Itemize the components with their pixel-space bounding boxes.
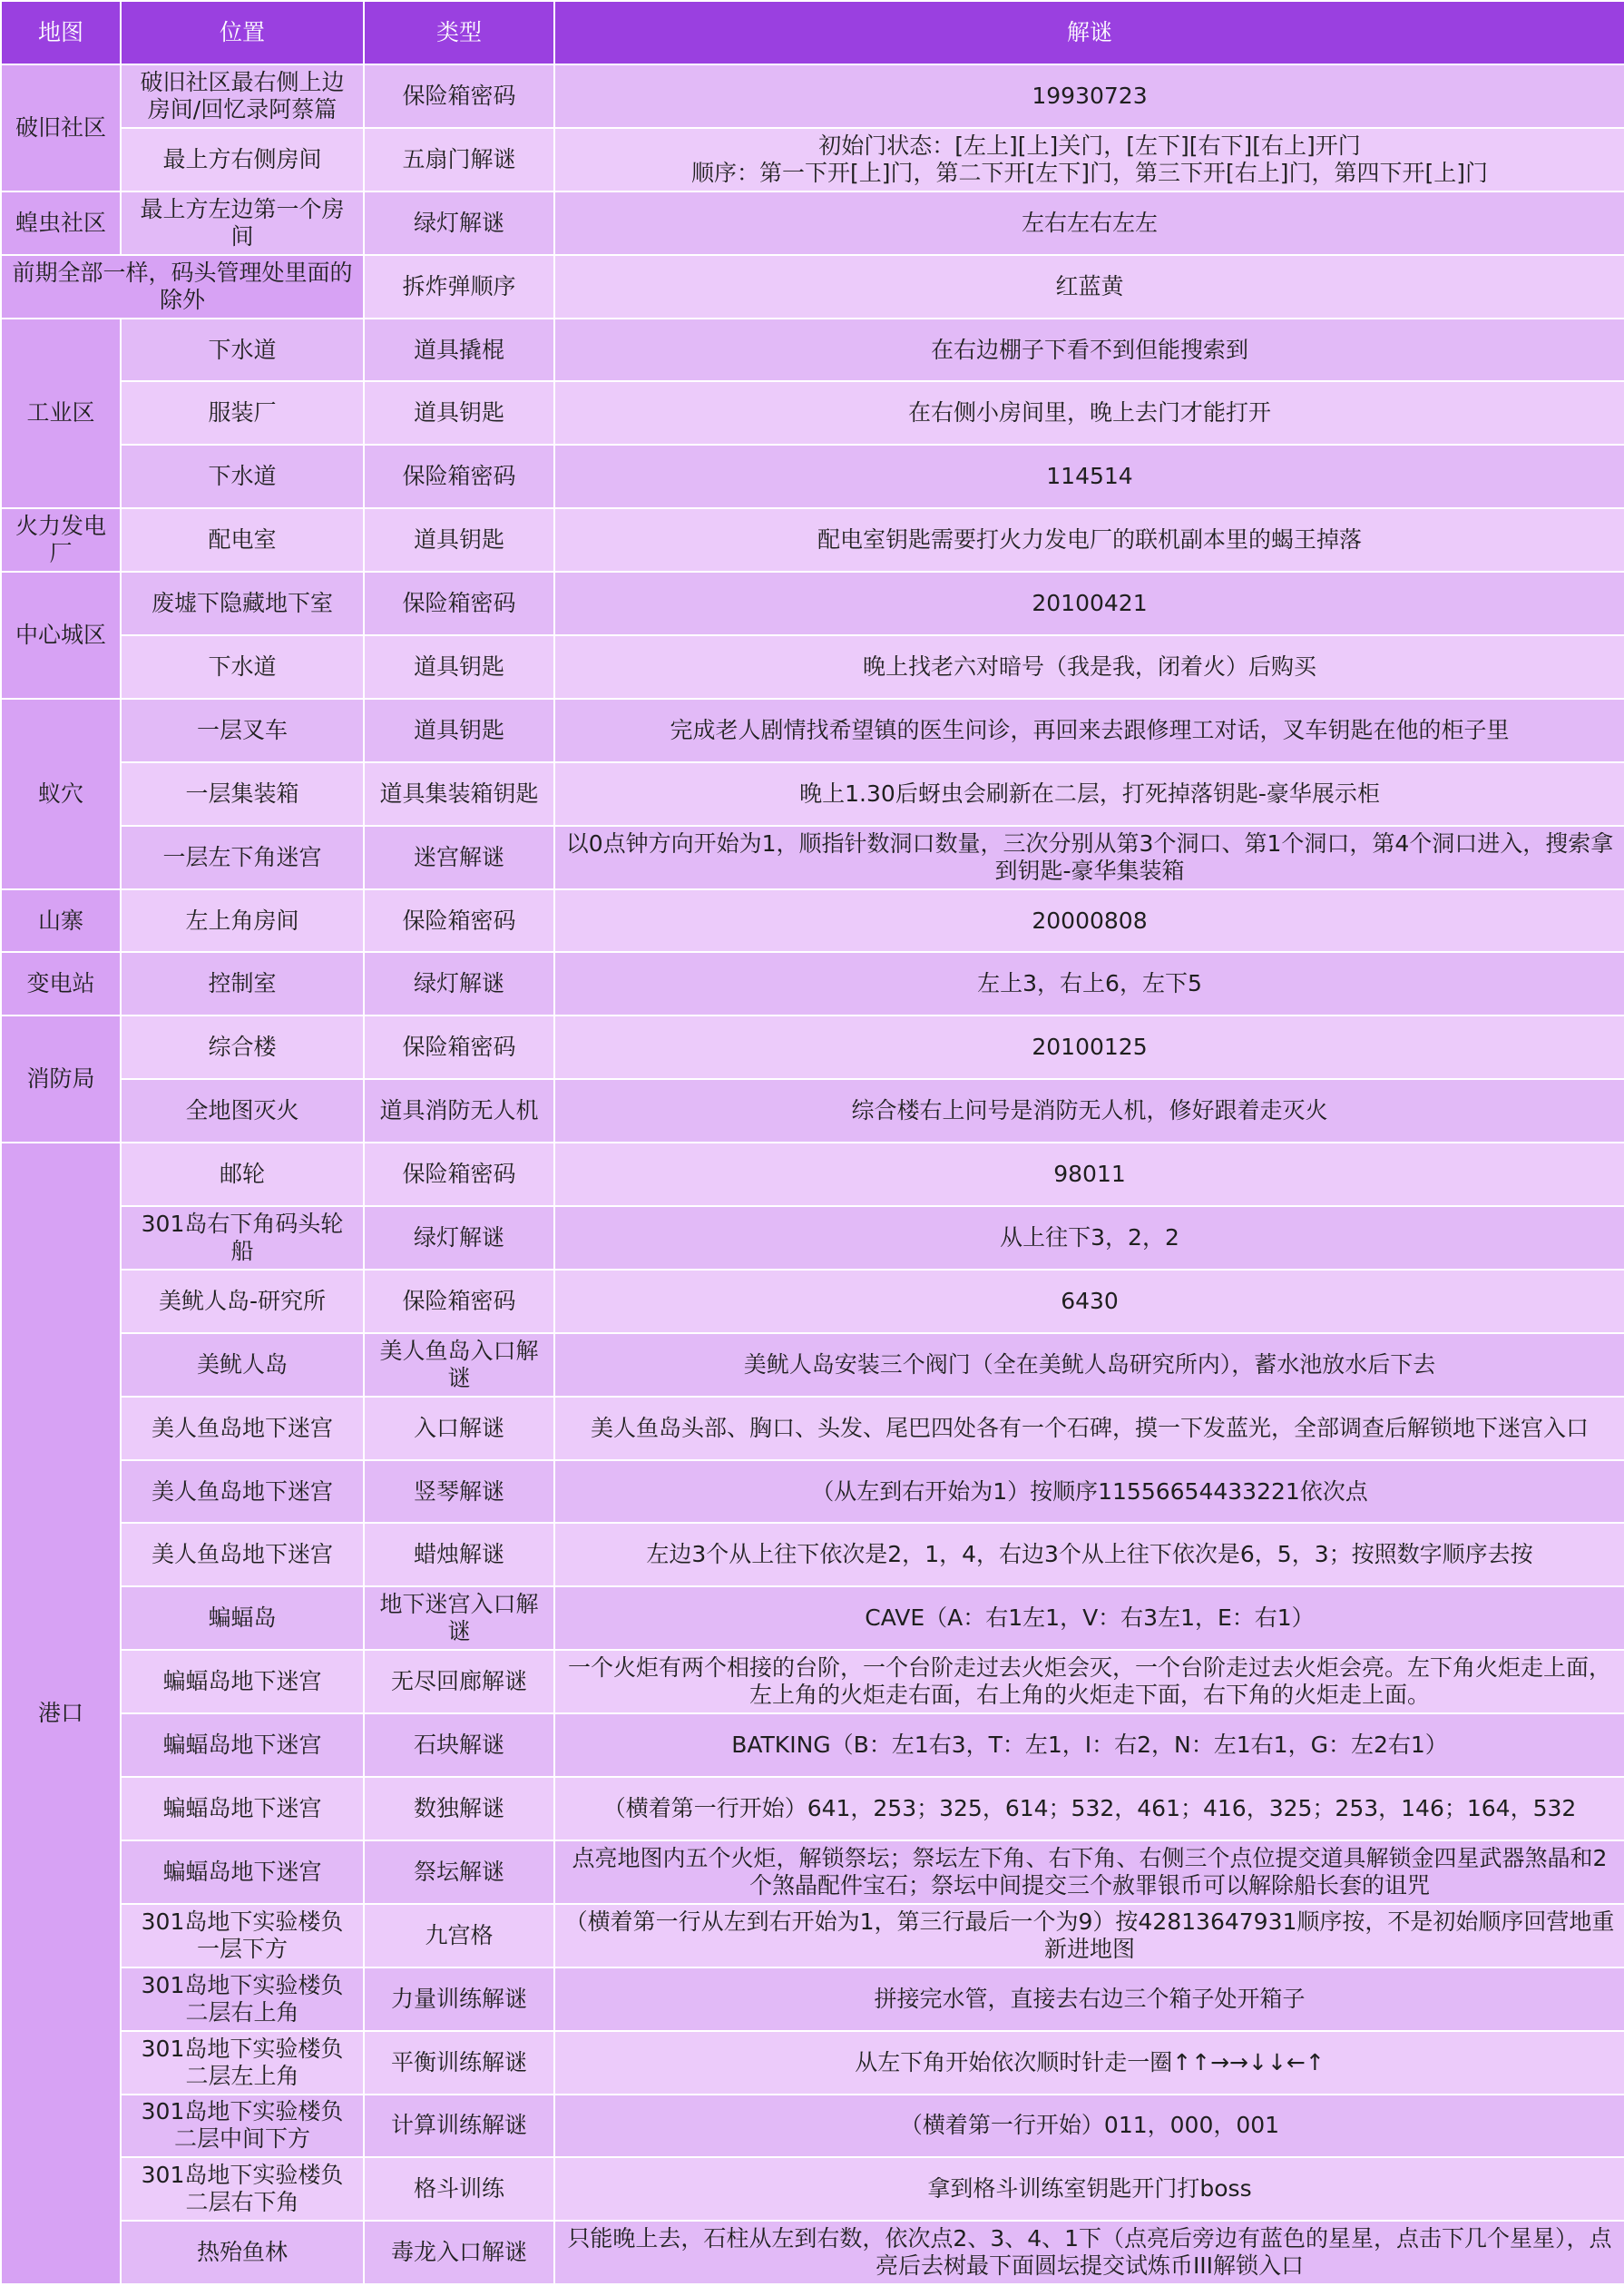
location-cell: 一层叉车 [121,699,364,762]
map-cell: 港口 [1,1143,121,2284]
type-cell: 道具消防无人机 [364,1079,554,1143]
type-cell: 美人鱼岛入口解谜 [364,1333,554,1397]
type-cell: 绿灯解谜 [364,1206,554,1270]
location-cell: 蝙蝠岛地下迷宫 [121,1713,364,1777]
map-cell: 变电站 [1,952,121,1016]
type-cell: 五扇门解谜 [364,128,554,191]
type-cell: 力量训练解谜 [364,1967,554,2031]
location-cell: 热殆鱼林 [121,2221,364,2284]
type-cell: 祭坛解谜 [364,1840,554,1904]
location-cell: 服装厂 [121,381,364,445]
solution-cell: 20100125 [554,1016,1624,1079]
map-cell: 火力发电厂 [1,508,121,572]
location-cell: 一层左下角迷宫 [121,826,364,889]
solution-cell: （横着第一行开始）011，000，001 [554,2095,1624,2158]
type-cell: 保险箱密码 [364,572,554,635]
type-cell: 计算训练解谜 [364,2095,554,2158]
table-row [1,1713,1624,1777]
location-cell: 控制室 [121,952,364,1016]
header-location: 位置 [121,1,364,64]
table-row [1,826,1624,889]
location-cell: 301岛地下实验楼负一层下方 [121,1904,364,1967]
table-row [1,128,1624,191]
solution-cell: 左边3个从上往下依次是2，1，4，右边3个从上往下依次是6，5，3；按照数字顺序去按 [554,1523,1624,1586]
table-row [1,1650,1624,1713]
type-cell: 迷宫解谜 [364,826,554,889]
solution-cell: 红蓝黄 [554,255,1624,319]
map-cell: 前期全部一样，码头管理处里面的除外 [1,255,364,319]
map-cell: 蝗虫社区 [1,191,121,255]
solution-cell: 晚上找老六对暗号（我是我，闭着火）后购买 [554,635,1624,699]
location-cell: 左上角房间 [121,889,364,953]
type-cell: 蜡烛解谜 [364,1523,554,1586]
solution-cell: 美鱿人岛安装三个阀门（全在美鱿人岛研究所内），蓄水池放水后下去 [554,1333,1624,1397]
solution-cell: BATKING（B：左1右3，T：左1，I：右2，N：左1右1，G：左2右1） [554,1713,1624,1777]
solution-cell: 美人鱼岛头部、胸口、头发、尾巴四处各有一个石碑，摸一下发蓝光，全部调查后解锁地下迷宫入口 [554,1397,1624,1460]
location-cell: 下水道 [121,445,364,508]
table-row [1,762,1624,826]
map-cell: 消防局 [1,1016,121,1143]
solution-cell: 在右边棚子下看不到但能搜索到 [554,319,1624,382]
location-cell: 最上方左边第一个房间 [121,191,364,255]
type-cell: 保险箱密码 [364,889,554,953]
type-cell: 绿灯解谜 [364,191,554,255]
type-cell: 无尽回廊解谜 [364,1650,554,1713]
table-row [1,635,1624,699]
solution-cell: （从左到右开始为1）按顺序11556654433221依次点 [554,1460,1624,1524]
table-row [1,1967,1624,2031]
table-row [1,1016,1624,1079]
type-cell: 道具集装箱钥匙 [364,762,554,826]
table-row [1,1397,1624,1460]
location-cell: 301岛地下实验楼负二层左上角 [121,2031,364,2095]
table-row [1,699,1624,762]
type-cell: 道具钥匙 [364,508,554,572]
solution-cell: 114514 [554,445,1624,508]
solution-cell: 拿到格斗训练室钥匙开门打boss [554,2157,1624,2221]
location-cell: 下水道 [121,319,364,382]
location-cell: 全地图灭火 [121,1079,364,1143]
solution-cell: 拼接完水管，直接去右边三个箱子处开箱子 [554,1967,1624,2031]
type-cell: 平衡训练解谜 [364,2031,554,2095]
table-row [1,2221,1624,2284]
type-cell: 毒龙入口解谜 [364,2221,554,2284]
location-cell: 301岛地下实验楼负二层右下角 [121,2157,364,2221]
type-cell: 地下迷宫入口解谜 [364,1586,554,1650]
location-cell: 301岛地下实验楼负二层中间下方 [121,2095,364,2158]
location-cell: 综合楼 [121,1016,364,1079]
solution-cell: 以0点钟方向开始为1，顺指针数洞口数量，三次分别从第3个洞口、第1个洞口，第4个洞口进入，搜索拿到钥匙-豪华集装箱 [554,826,1624,889]
solution-cell: 从上往下3，2，2 [554,1206,1624,1270]
location-cell: 废墟下隐藏地下室 [121,572,364,635]
solution-cell: 一个火炬有两个相接的台阶，一个台阶走过去火炬会灭，一个台阶走过去火炬会亮。左下角火炬走上面，左上角的火炬走右面，右上角的火炬走下面，右下角的火炬走上面。 [554,1650,1624,1713]
solution-cell: 6430 [554,1270,1624,1333]
location-cell: 蝙蝠岛地下迷宫 [121,1840,364,1904]
table-row [1,1586,1624,1650]
table-row [1,2157,1624,2221]
solution-cell: 完成老人剧情找希望镇的医生问诊，再回来去跟修理工对话，叉车钥匙在他的柜子里 [554,699,1624,762]
table-row [1,572,1624,635]
solution-cell: 19930723 [554,64,1624,128]
solution-cell: 98011 [554,1143,1624,1206]
type-cell: 道具钥匙 [364,635,554,699]
type-cell: 九宫格 [364,1904,554,1967]
table-row [1,1904,1624,1967]
type-cell: 石块解谜 [364,1713,554,1777]
location-cell: 301岛右下角码头轮船 [121,1206,364,1270]
table-row [1,1840,1624,1904]
type-cell: 道具钥匙 [364,699,554,762]
location-cell: 301岛地下实验楼负二层右上角 [121,1967,364,2031]
solution-cell: 20100421 [554,572,1624,635]
map-cell: 中心城区 [1,572,121,699]
table-row [1,1777,1624,1840]
type-cell: 保险箱密码 [364,445,554,508]
type-cell: 入口解谜 [364,1397,554,1460]
table-row [1,1143,1624,1206]
solution-cell: 从左下角开始依次顺时针走一圈↑↑→→↓↓←↑ [554,2031,1624,2095]
solution-cell: 在右侧小房间里，晚上去门才能打开 [554,381,1624,445]
location-cell: 蝙蝠岛 [121,1586,364,1650]
table-row [1,2095,1624,2158]
location-cell: 最上方右侧房间 [121,128,364,191]
location-cell: 一层集装箱 [121,762,364,826]
type-cell: 道具钥匙 [364,381,554,445]
solution-cell: 综合楼右上问号是消防无人机，修好跟着走灭火 [554,1079,1624,1143]
header-type: 类型 [364,1,554,64]
solution-cell: 左右左右左左 [554,191,1624,255]
table-row [1,1460,1624,1524]
table-row [1,64,1624,128]
map-cell: 破旧社区 [1,64,121,191]
table-row [1,1079,1624,1143]
type-cell: 保险箱密码 [364,1016,554,1079]
solution-cell: 左上3，右上6，左下5 [554,952,1624,1016]
solution-cell: CAVE（A：右1左1，V：右3左1，E：右1） [554,1586,1624,1650]
location-cell: 美鱿人岛-研究所 [121,1270,364,1333]
table-row [1,2031,1624,2095]
type-cell: 保险箱密码 [364,1270,554,1333]
solution-cell: 点亮地图内五个火炬，解锁祭坛；祭坛左下角、右下角、右侧三个点位提交道具解锁金四星武器煞晶和2个煞晶配件宝石；祭坛中间提交三个赦罪银币可以解除船长套的诅咒 [554,1840,1624,1904]
table-row [1,381,1624,445]
solution-cell: 配电室钥匙需要打火力发电厂的联机副本里的蝎王掉落 [554,508,1624,572]
location-cell: 配电室 [121,508,364,572]
type-cell: 拆炸弹顺序 [364,255,554,319]
location-cell: 破旧社区最右侧上边房间/回忆录阿蔡篇 [121,64,364,128]
header-row [1,1,1624,64]
table-row [1,1270,1624,1333]
solution-cell: 只能晚上去，石柱从左到右数，依次点2、3、4、1下（点亮后旁边有蓝色的星星，点击下几个星星），点亮后去树最下面圆坛提交试炼币III解锁入口 [554,2221,1624,2284]
table-row [1,889,1624,953]
location-cell: 美人鱼岛地下迷宫 [121,1397,364,1460]
type-cell: 数独解谜 [364,1777,554,1840]
map-cell: 蚁穴 [1,699,121,889]
location-cell: 美人鱼岛地下迷宫 [121,1523,364,1586]
table-row [1,1206,1624,1270]
location-cell: 下水道 [121,635,364,699]
solution-cell: （横着第一行从左到右开始为1，第三行最后一个为9）按42813647931顺序按，不是初始顺序回营地重新进地图 [554,1904,1624,1967]
table-row [1,508,1624,572]
table-row [1,319,1624,382]
solution-cell: 晚上1.30后蚜虫会刷新在二层，打死掉落钥匙-豪华展示柜 [554,762,1624,826]
map-cell: 山寨 [1,889,121,953]
type-cell: 绿灯解谜 [364,952,554,1016]
location-cell: 蝙蝠岛地下迷宫 [121,1777,364,1840]
table-row [1,191,1624,255]
type-cell: 格斗训练 [364,2157,554,2221]
type-cell: 竖琴解谜 [364,1460,554,1524]
header-map: 地图 [1,1,121,64]
table-row [1,255,1624,319]
type-cell: 保险箱密码 [364,64,554,128]
table-row [1,952,1624,1016]
solution-cell: 初始门状态：[左上][上]关门，[左下][右下][右上]开门 顺序：第一下开[上]门，第二下开[左下]门，第三下开[右上]门，第四下开[上]门 [554,128,1624,191]
header-solution: 解谜 [554,1,1624,64]
solution-cell: （横着第一行开始）641，253；325，614；532，461；416，325；253，146；164，532 [554,1777,1624,1840]
map-cell: 工业区 [1,319,121,509]
table-row [1,445,1624,508]
solution-cell: 20000808 [554,889,1624,953]
table-row [1,1333,1624,1397]
location-cell: 蝙蝠岛地下迷宫 [121,1650,364,1713]
location-cell: 美鱿人岛 [121,1333,364,1397]
type-cell: 保险箱密码 [364,1143,554,1206]
type-cell: 道具撬棍 [364,319,554,382]
table-row [1,1523,1624,1586]
location-cell: 美人鱼岛地下迷宫 [121,1460,364,1524]
location-cell: 邮轮 [121,1143,364,1206]
